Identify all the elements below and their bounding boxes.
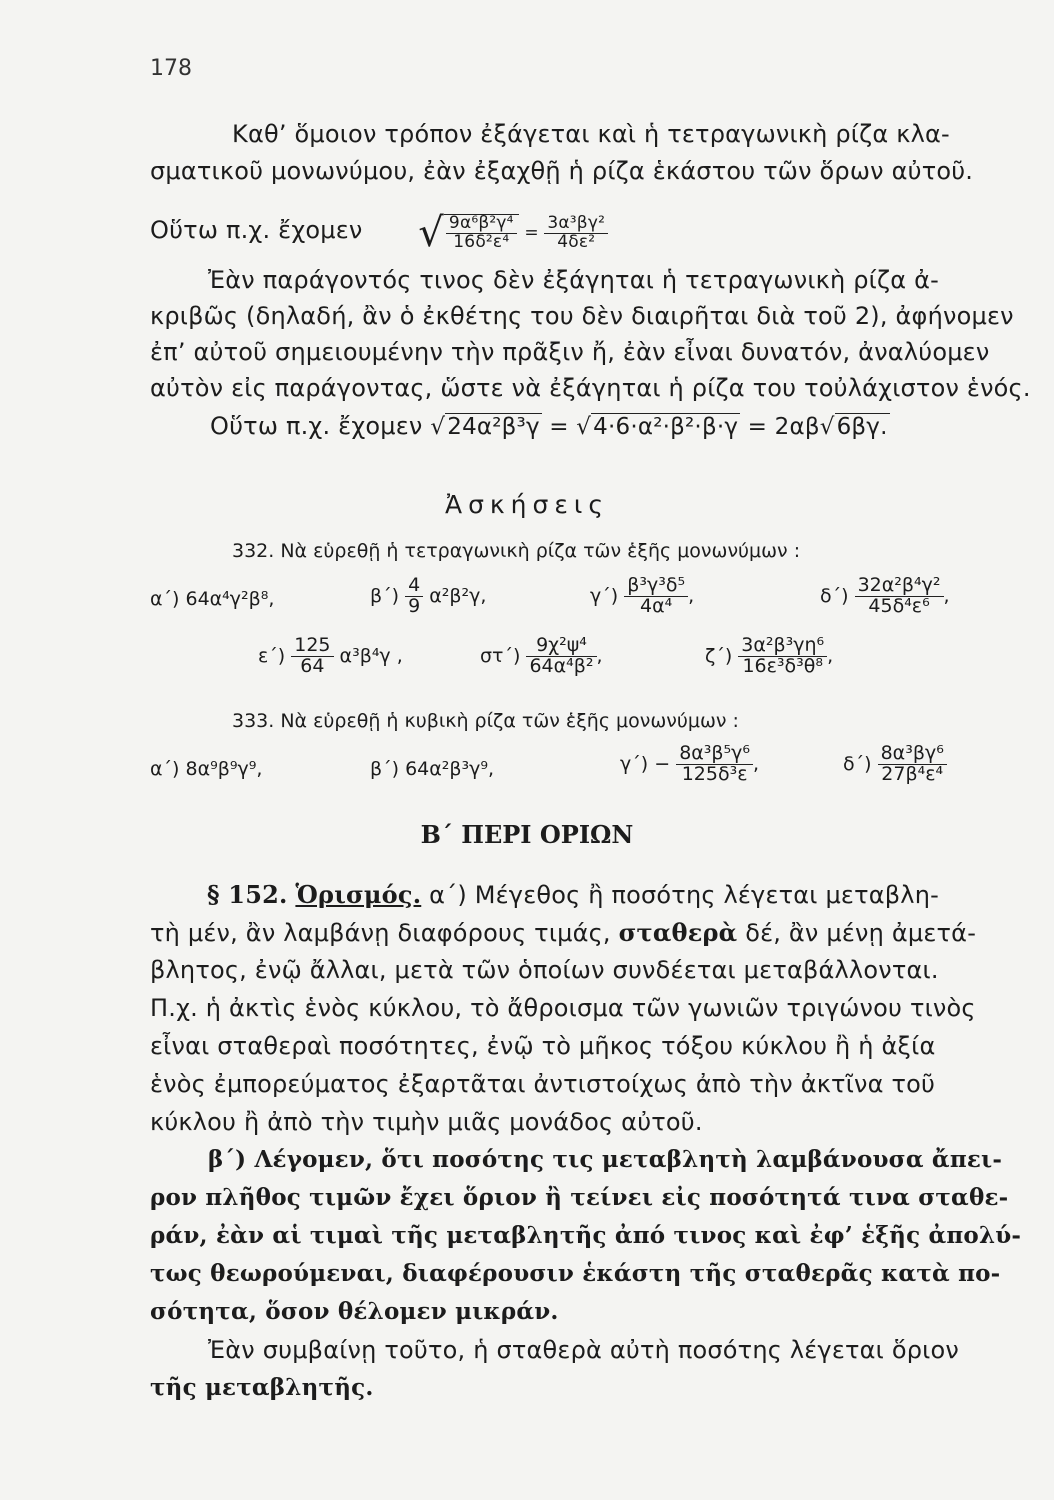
exercise-333-intro: 333. Νὰ εὑρεθῇ ἡ κυβικὴ ρίζα τῶν ἑξῆς μονωνύμων : [232, 710, 739, 732]
item-end: , [596, 644, 603, 667]
text-line: Ἐὰν παράγοντός τινος δὲν ἐξάγηται ἡ τετραγωνικὴ ρίζα ἀ- [208, 266, 939, 294]
ex333-b [370, 758, 494, 780]
bold-line: ρον πλῆθος τιμῶν ἔχει ὅριον ἢ τείνει εἰς ποσότητά τινα σταθε- [150, 1184, 1009, 1211]
item-end: , [943, 584, 950, 607]
text-line: Ἐὰν συμβαίνῃ τοῦτο, ἡ σταθερὰ αὐτὴ ποσότης λέγεται ὅριον [208, 1336, 959, 1364]
item-sign: − [654, 752, 671, 775]
item-num: 4 [405, 576, 423, 597]
item-end: , [827, 644, 834, 667]
text-segment: τὴ μέν, ἂν λαμβάνῃ διαφόρους τιμάς, [150, 919, 611, 947]
item-value: α²β²γ, [429, 584, 487, 607]
ex333-d [843, 744, 947, 785]
item-num: β³γ³δ⁵ [624, 576, 688, 597]
item-label: στ΄) [480, 644, 521, 667]
bold-line: σότητα, ὅσον θέλομεν μικράν. [150, 1298, 559, 1325]
bold-term: σταθερὰ [618, 918, 738, 947]
item-num: 8α³β⁵γ⁶ [676, 744, 753, 765]
item-num: 32α²β⁴γ² [855, 576, 944, 597]
item-den: 16ε³δ³θ⁸ [742, 654, 823, 677]
coefficient: 2αβ [774, 414, 820, 440]
ex332-c [590, 576, 694, 617]
text-line: βλητος, ἐνῷ ἄλλαι, μετὰ τῶν ὁποίων συνδέεται μεταβάλλονται. [150, 956, 939, 984]
item-den: 64 [300, 654, 325, 677]
ex333-a [150, 758, 262, 780]
item-den: 27β⁴ε⁴ [881, 762, 944, 785]
item-label: β΄) [370, 584, 400, 607]
item-label: α΄) [150, 588, 180, 610]
text-line: ἑνὸς ἐμπορεύματος ἐξαρτᾶται ἀντιστοίχως ἀπὸ τὴν ἀκτῖνα τοῦ [150, 1070, 936, 1098]
text-line: ἐπ’ αὐτοῦ σημειουμένην τὴν πρᾶξιν ἤ, ἐὰν εἶναι δυνατόν, ἀναλύομεν [150, 338, 990, 366]
item-end: , [688, 584, 695, 607]
ex333-c [620, 744, 759, 785]
item-value: 8α⁹β⁹γ⁹, [185, 758, 263, 780]
text-line: κριβῶς (δηλαδή, ἂν ὁ ἐκθέτης του δὲν διαιρῆται διὰ τοῦ 2), ἀφήνομεν [150, 302, 1014, 330]
text-line: κύκλου ἢ ἀπὸ τὴν τιμὴν μιᾶς μονάδος αὐτοῦ. [150, 1108, 703, 1136]
text-line: αὐτὸν εἰς παράγοντας, ὥστε νὰ ἐξάγηται ἡ ρίζα του τοὐλάχιστον ἑνός. [150, 374, 1031, 402]
ex332-g [705, 636, 833, 677]
ex332-b [370, 576, 486, 617]
ex332-a [150, 588, 274, 610]
formula-num: 3α³βγ² [544, 215, 608, 234]
page-number: 178 [150, 56, 192, 81]
ex332-f [480, 636, 603, 677]
item-label: δ΄) [843, 752, 872, 775]
definition-term: Ὁρισμός. [295, 880, 422, 909]
item-label: γ΄) [590, 584, 619, 607]
item-den: 9 [408, 594, 421, 617]
radicand: 6βγ. [836, 414, 888, 440]
radicand: 4·6·α²·β²·β·γ [593, 414, 739, 440]
item-value: 64α²β³γ⁹, [405, 758, 495, 780]
formula-den: 16δ²ε⁴ [453, 232, 510, 252]
definition-line-1 [207, 880, 939, 909]
item-label: ε΄) [258, 644, 286, 667]
section-heading: Β΄ ΠΕΡΙ ΟΡΙΩΝ [420, 820, 634, 849]
formula-num: 9α⁶β²γ⁴ [446, 215, 517, 234]
example-intro: Οὕτω π.χ. ἔχομεν [150, 216, 363, 244]
item-value: 64α⁴γ²β⁸, [185, 588, 275, 610]
bold-line: ράν, ἐὰν αἱ τιμαὶ τῆς μεταβλητῆς ἀπό τινος καὶ ἐφ’ ἑξῆς ἀπολύ- [150, 1222, 1022, 1249]
formula-den: 4δε² [557, 231, 596, 252]
example-line-2 [210, 412, 890, 440]
bold-line: β΄) Λέγομεν, ὅτι ποσότης τις μεταβλητὴ λαμβάνουσα ἄπει- [208, 1146, 1003, 1173]
text-line: Π.χ. ἡ ἀκτὶς ἑνὸς κύκλου, τὸ ἄθροισμα τῶν γωνιῶν τριγώνου τινὸς [150, 994, 976, 1022]
item-num: 3α²β³γη⁶ [738, 636, 827, 657]
radicand: 24α²β³γ [447, 414, 540, 440]
text-line: σματικοῦ μονωνύμου, ἐὰν ἐξαχθῇ ἡ ρίζα ἑκάστου τῶν ὅρων αὐτοῦ. [150, 157, 974, 185]
example-intro: Οὕτω π.χ. ἔχομεν [210, 412, 423, 440]
text-line [150, 918, 976, 947]
item-den: 64α⁴β² [529, 654, 594, 677]
sqrt-formula: √ $\frac{\text{9α⁶β²γ⁴}}{\text{16δ²ε⁴}}$ = $\frac{\text{3α³βγ²}}{\text{4δε²}}$ [418, 223, 608, 243]
ex332-d [820, 576, 950, 617]
item-num: 8α³βγ⁶ [878, 744, 947, 765]
item-num: 9χ²ψ⁴ [526, 636, 596, 657]
example-line-1 [150, 210, 608, 256]
item-label: δ΄) [820, 584, 849, 607]
item-label: α΄) [150, 758, 180, 780]
ex332-e [258, 636, 403, 677]
exercises-title: Ἀσκήσεις [444, 490, 609, 519]
item-label: ζ΄) [705, 644, 733, 667]
item-value: α³β⁴γ , [339, 644, 403, 667]
item-den: 45δ⁴ε⁶ [868, 594, 930, 617]
text-segment: δέ, ἂν μένῃ ἀμετά- [745, 919, 977, 947]
equals-sign: = [524, 223, 539, 243]
text-line: εἶναι σταθεραὶ ποσότητες, ἐνῷ τὸ μῆκος τόξου κύκλου ἢ ἡ ἀξία [150, 1032, 936, 1060]
text-segment: α΄) Μέγεθος ἢ ποσότης λέγεται μεταβλη- [429, 881, 939, 909]
bold-line: τῆς μεταβλητῆς. [150, 1374, 374, 1401]
item-end: , [753, 752, 760, 775]
item-num: 125 [291, 636, 333, 657]
item-den: 125δ³ε [681, 762, 748, 785]
formula: √24α²β³γ = √4·6·α²·β²·β·γ = 2αβ√6βγ. [430, 414, 888, 440]
item-label: β΄) [370, 758, 400, 780]
item-den: 4α⁴ [640, 594, 673, 617]
paragraph-number: § 152. [207, 880, 288, 909]
text-line: Καθ’ ὅμοιον τρόπον ἐξάγεται καὶ ἡ τετραγωνικὴ ρίζα κλα- [232, 120, 950, 148]
exercise-332-intro: 332. Νὰ εὑρεθῇ ἡ τετραγωνικὴ ρίζα τῶν ἑξῆς μονωνύμων : [232, 540, 801, 562]
item-label: γ΄) [620, 752, 649, 775]
bold-line: τως θεωρούμεναι, διαφέρουσιν ἑκάστη τῆς σταθερᾶς κατὰ πο- [150, 1260, 1001, 1287]
